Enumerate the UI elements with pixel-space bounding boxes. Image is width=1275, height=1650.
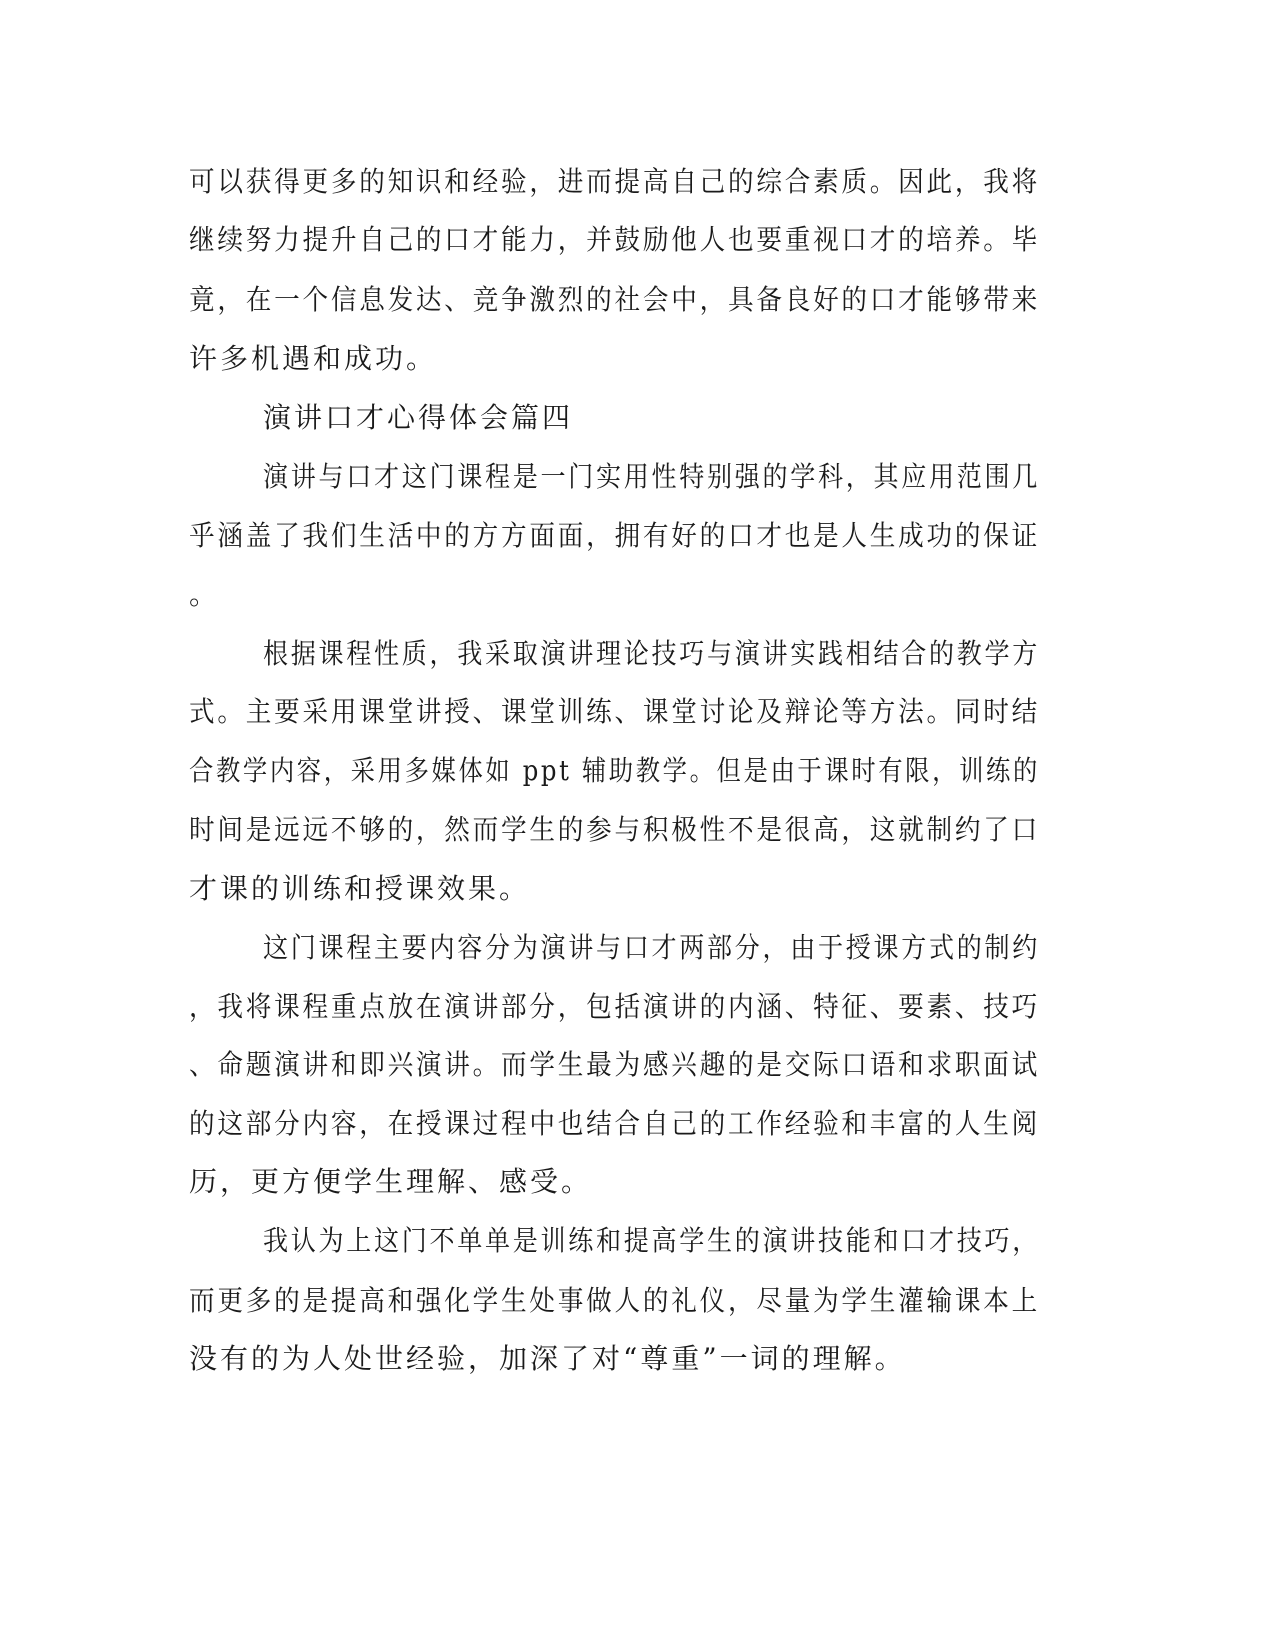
text-line: 时间是远远不够的，然而学生的参与积极性不是很高，这就制约了口 [189, 813, 1041, 846]
text-line: 历，更方便学生理解、感受。 [189, 1165, 593, 1198]
text-line: 合教学内容，采用多媒体如 ppt 辅助教学。但是由于课时有限，训练的 [189, 754, 1040, 787]
text-line: 、命题演讲和即兴演讲。而学生最为感兴趣的是交际口语和求职面试 [189, 1048, 1041, 1081]
text-line: 许多机遇和成功。 [189, 342, 438, 375]
text-line: 才课的训练和授课效果。 [189, 872, 531, 905]
text-line: 乎涵盖了我们生活中的方方面面，拥有好的口才也是人生成功的保证 [189, 519, 1041, 552]
text-line: 竟，在一个信息发达、竞争激烈的社会中，具备良好的口才能够带来 [189, 283, 1041, 316]
text-line: 演讲与口才这门课程是一门实用性特别强的学科，其应用范围几 [263, 460, 1041, 493]
section-heading: 演讲口才心得体会篇四 [263, 401, 574, 434]
text-line: 可以获得更多的知识和经验，进而提高自己的综合素质。因此，我将 [189, 165, 1041, 198]
text-line: 式。主要采用课堂讲授、课堂训练、课堂讨论及辩论等方法。同时结 [189, 695, 1041, 728]
text-line: 而更多的是提高和强化学生处事做人的礼仪，尽量为学生灌输课本上 [189, 1284, 1041, 1317]
text-line: 这门课程主要内容分为演讲与口才两部分，由于授课方式的制约 [263, 931, 1041, 964]
text-line: 没有的为人处世经验，加深了对“尊重”一词的理解。 [189, 1342, 906, 1375]
text-line: 我认为上这门不单单是训练和提高学生的演讲技能和口才技巧， [263, 1224, 1041, 1257]
text-line: ，我将课程重点放在演讲部分，包括演讲的内涵、特征、要素、技巧 [189, 990, 1041, 1023]
text-line: 。 [189, 578, 221, 611]
text-line: 继续努力提升自己的口才能力，并鼓励他人也要重视口才的培养。毕 [189, 223, 1041, 256]
text-line: 的这部分内容，在授课过程中也结合自己的工作经验和丰富的人生阅 [189, 1107, 1041, 1140]
text-line: 根据课程性质，我采取演讲理论技巧与演讲实践相结合的教学方 [263, 637, 1041, 670]
